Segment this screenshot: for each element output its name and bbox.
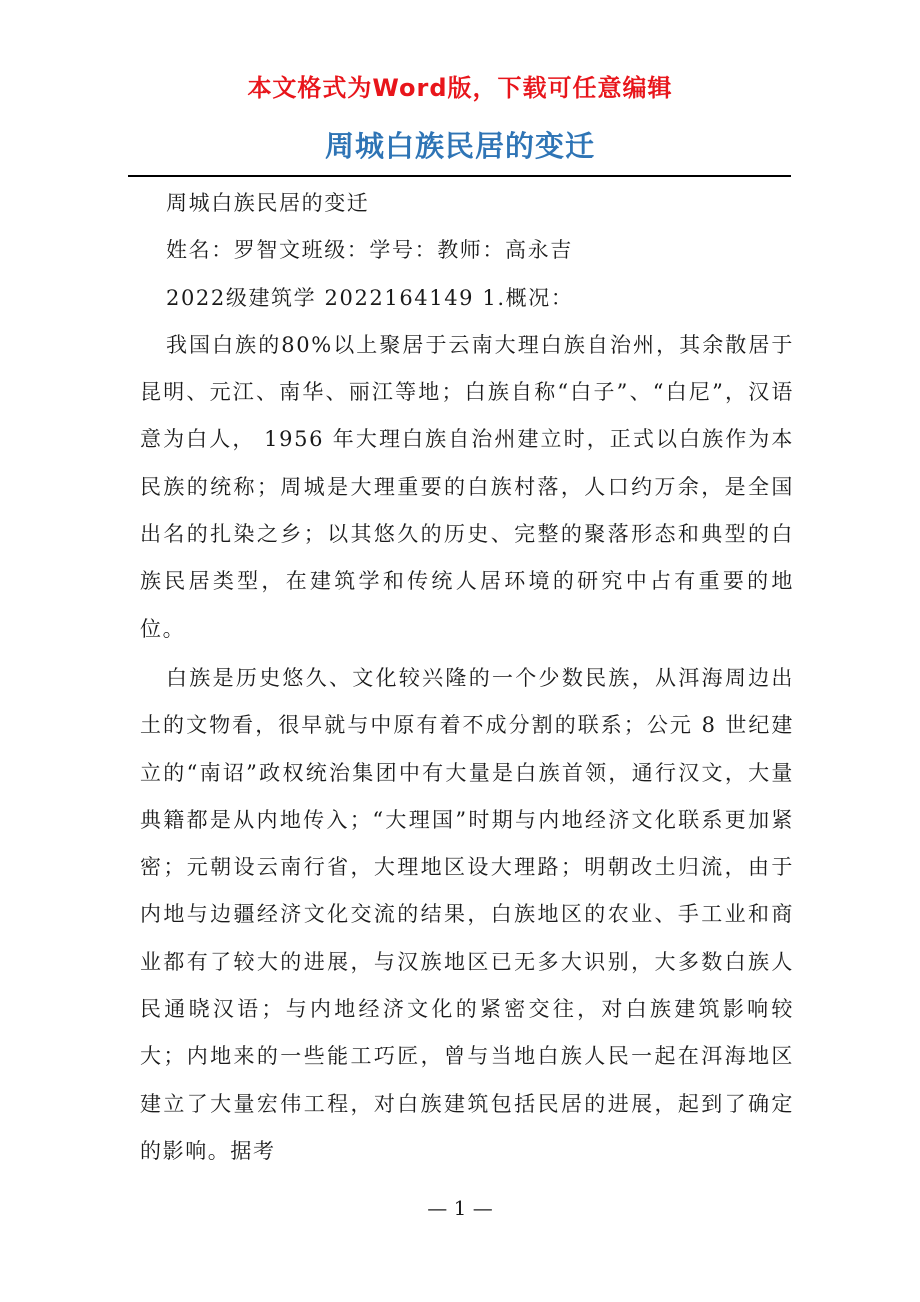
paragraph-overview: 我国白族的80%以上聚居于云南大理白族自治州，其余散居于昆明、元江、南华、丽江等地；白族自称“白子”、“白尼”，汉语意为白人， 1956 年大理白族自治州建立时，正式以白族作为本民族的统称；周城是大理重要的白族村落，人口约万余，是全国出名的扎染之乡；以其悠久的历史、完整的聚落形态和典型的白族民居类型，在建筑学和传统人居环境的研究中占有重要的地位。 bbox=[140, 332, 794, 641]
paragraph-history: 白族是历史悠久、文化较兴隆的一个少数民族，从洱海周边出土的文物看，很早就与中原有着不成分割的联系；公元 8 世纪建立的“南诏”政权统治集团中有大量是白族首领，通行汉文，大量典籍都是从内地传入；“大理国”时期与内地经济文化联系更加紧密；元朝设云南行省，大理地区设大理路；明朝改土归流，由于内地与边疆经济文化交流的结果，白族地区的农业、手工业和商业都有了较大的进展，与汉族地区已无多大识别，大多数白族人民通晓汉语；与内地经济文化的紧密交往，对白族建筑影响较大；内地来的一些能工巧匠，曾与当地白族人民一起在洱海地区建立了大量宏伟工程，对白族建筑包括民居的进展，起到了确定的影响。据考 bbox=[140, 665, 794, 1163]
format-notice-banner: 本文格式为Word版，下载可任意编辑 bbox=[247, 74, 673, 102]
subtitle-line: 周城白族民居的变迁 bbox=[166, 191, 370, 215]
document-body bbox=[140, 180, 794, 1175]
title-divider bbox=[128, 175, 791, 177]
class-info-line: 2022级建筑学 2022164149 1.概况： bbox=[166, 285, 574, 310]
document-title: 周城白族民居的变迁 bbox=[324, 129, 595, 163]
page-number: — 1 — bbox=[427, 1196, 493, 1220]
author-info-line: 姓名：罗智文班级：学号：教师：高永吉 bbox=[166, 238, 573, 263]
